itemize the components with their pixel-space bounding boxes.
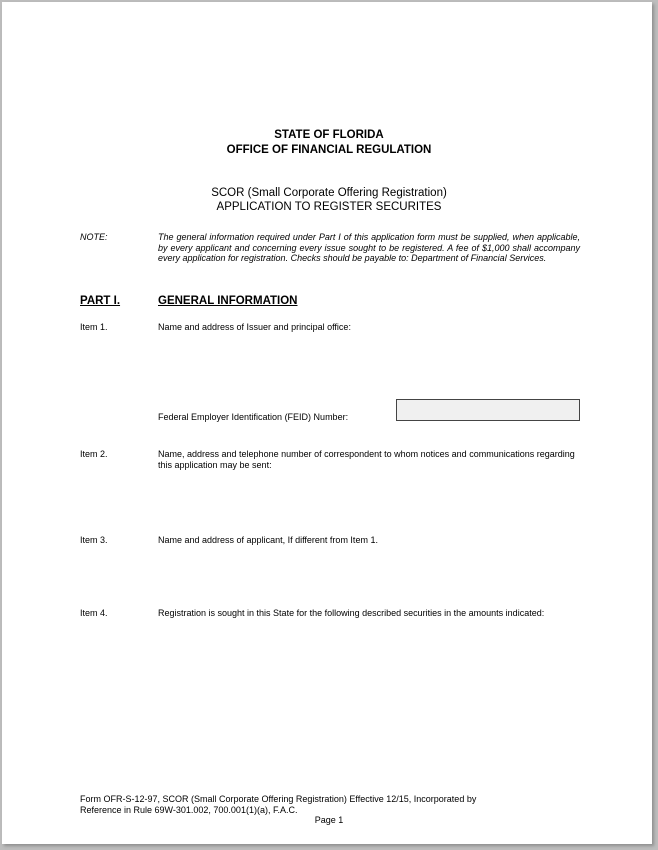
note-text: The general information required under Part I of this application form must be supplied, when applicable, by every applicant and concerning every issue sought to be registered. A fee of $1,000 shall accompany every application for registration. Checks should be payable to: Department of Financial Services. (158, 232, 580, 263)
header-office: OFFICE OF FINANCIAL REGULATION (226, 144, 432, 156)
item-4-text: Registration is sought in this State for the following described securities in the amounts indicated: (158, 608, 545, 618)
footer-line-1: Form OFR-S-12-97, SCOR (Small Corporate Offering Registration) Effective 12/15, Incorporated by (80, 794, 477, 804)
item-3-text: Name and address of applicant, If different from Item 1. (158, 535, 378, 545)
document-page (2, 2, 652, 844)
feid-input[interactable] (396, 399, 580, 421)
item-4-label: Item 4. (80, 608, 108, 618)
subtitle-application: APPLICATION TO REGISTER SECURITES (216, 201, 442, 213)
feid-label: Federal Employer Identification (FEID) Number: (158, 412, 349, 422)
part-label: PART I. (80, 295, 121, 307)
page-number: Page 1 (314, 815, 344, 825)
item-2-text: Name, address and telephone number of correspondent to whom notices and communications regarding this application may be sent: (158, 449, 575, 470)
item-1-text: Name and address of Issuer and principal office: (158, 322, 351, 332)
item-2-label: Item 2. (80, 449, 108, 459)
footer (80, 794, 580, 815)
footer-line-2: Reference in Rule 69W-301.002, 700.001(1)(a), F.A.C. (80, 804, 298, 815)
item-1-label: Item 1. (80, 322, 108, 332)
item-3-label: Item 3. (80, 535, 108, 545)
part-title: GENERAL INFORMATION (158, 295, 298, 307)
header-state: STATE OF FLORIDA (274, 129, 384, 141)
note-label: NOTE: (80, 232, 108, 242)
subtitle-scor: SCOR (Small Corporate Offering Registration) (211, 187, 447, 199)
